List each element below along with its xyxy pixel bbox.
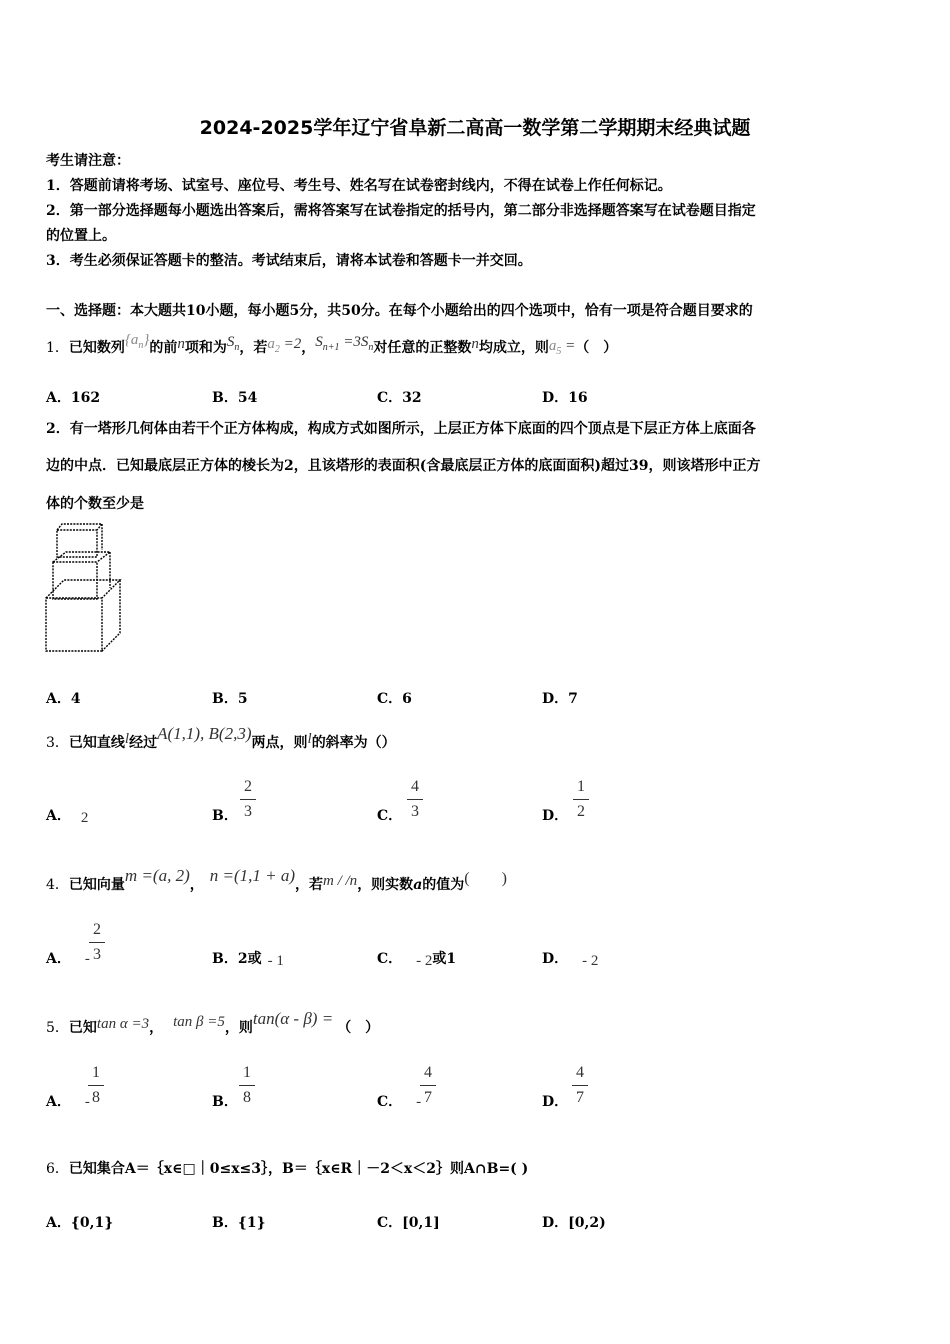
q5-option-a-label[interactable]: A． - (46, 1094, 90, 1110)
q3-option-d-label[interactable]: D． (542, 808, 569, 824)
q4-option-d[interactable]: D． - 2 (542, 951, 599, 969)
q5-option-b-label[interactable]: B． (212, 1094, 238, 1110)
q4-option-a-label[interactable]: A． - (46, 951, 90, 967)
question-3: 3．已知直线l经过A(1,1), B(2,3)两点，则l的斜率为（） (46, 724, 396, 751)
question-1: 1．已知数列$\{a_n\}$的前n项和为$S_n$，若$a_2 =2$，$S_{n+1} =3S_n$对任意的正整数n均成立，则$a_5$ =（ ） (46, 332, 618, 357)
q4-option-b[interactable]: B．2或 - 1 (212, 951, 284, 969)
q2-option-c[interactable]: C．6 (377, 691, 412, 707)
page-title: 2024-2025学年辽宁省阜新二高高一数学第二学期期末经典试题 (199, 117, 751, 139)
tower-cubes-figure (44, 520, 124, 655)
q3-option-a[interactable]: A． 2 (46, 808, 89, 826)
notice-item-3: 3．考生必须保证答题卡的整洁。考试结束后，请将本试卷和答题卡一并交回。 (46, 253, 532, 269)
q1-recurrence: $S_{n+1} =3S_n$ (315, 334, 374, 353)
q5-option-c-fraction: 4 7 (420, 1064, 436, 1107)
q5-tan-alpha: tan α =3 (96, 1016, 150, 1032)
notice-item-2-cont: 的位置上。 (46, 228, 116, 244)
q5-option-d-label[interactable]: D． (542, 1094, 569, 1110)
question-4: 4．已知向量m =(a, 2)， n =(1,1 + a)，若m / /n，则实数a的值为( ) (46, 866, 507, 893)
question-2-line-3: 体的个数至少是 (46, 496, 144, 512)
q1-option-d[interactable]: D．16 (542, 390, 588, 406)
q5-option-d-fraction: 4 7 (572, 1064, 588, 1107)
q2-option-a[interactable]: A．4 (46, 691, 81, 707)
q1-a2: $a_2 =2$ (267, 336, 302, 355)
question-2-line-2: 边的中点．已知最底层正方体的棱长为2，且该塔形的表面积(含最底层正方体的底面面积)超过39，则该塔形中正方 (46, 458, 761, 474)
q1-option-b[interactable]: B．54 (212, 390, 258, 406)
notice-item-1: 1．答题前请将考场、试室号、座位号、考生号、姓名写在试卷密封线内，不得在试卷上作任何标记。 (46, 178, 672, 194)
question-2-line-1: 2．有一塔形几何体由若干个正方体构成，构成方式如图所示，上层正方体下底面的四个顶点是下层正方体上底面各 (46, 421, 756, 437)
q3-option-d-fraction: 1 2 (573, 778, 589, 821)
q1-seq: $\{a_n\}$ (124, 332, 150, 351)
q1-sum: $S_n$ (226, 334, 240, 353)
q3-option-b-fraction: 2 3 (240, 778, 256, 821)
q4-vector-n: n =(1,1 + a) (209, 866, 296, 885)
q5-tan-beta: tan β =5 (173, 1014, 225, 1030)
q5-option-a-fraction: 1 8 (88, 1064, 104, 1107)
q3-points: A(1,1), B(2,3) (157, 724, 252, 743)
q6-option-c[interactable]: C．[0,1] (377, 1215, 440, 1231)
q2-option-d[interactable]: D．7 (542, 691, 578, 707)
q4-parallel: m / /n (323, 873, 358, 889)
q5-expression: tan(α - β) = (252, 1009, 334, 1028)
q1-option-a[interactable]: A．162 (46, 390, 101, 406)
question-6: 6．已知集合A＝｛x∈□｜0≤x≤3｝，B＝｛x∈R｜－2＜x＜2｝则A∩B=( ) (46, 1161, 529, 1177)
question-5: 5．已知tan α =3， tan β =5，则tan(α - β) = （ ） (46, 1009, 380, 1036)
q1-option-c[interactable]: C．32 (377, 390, 422, 406)
q2-option-b[interactable]: B．5 (212, 691, 248, 707)
q6-option-b[interactable]: B．{1} (212, 1215, 266, 1231)
q4-option-c[interactable]: C． - 2或1 (377, 951, 457, 969)
q1-a5: $a_5$ = (548, 338, 576, 357)
q5-option-c-label[interactable]: C． - (377, 1094, 422, 1110)
q6-option-a[interactable]: A．{0,1} (46, 1215, 114, 1231)
q3-option-b-label[interactable]: B． (212, 808, 238, 824)
q5-option-b-fraction: 1 8 (239, 1064, 255, 1107)
notice-heading: 考生请注意： (46, 153, 130, 169)
notice-item-2: 2．第一部分选择题每小题选出答案后，需将答案写在试卷指定的括号内，第二部分非选择题答案写在试卷题目指定 (46, 203, 756, 219)
section-heading: 一、选择题：本大题共10小题，每小题5分，共50分。在每个小题给出的四个选项中，恰有一项是符合题目要求的 (46, 303, 753, 319)
q4-vector-m: m =(a, 2) (124, 866, 190, 885)
q6-option-d[interactable]: D．[0,2) (542, 1215, 606, 1231)
q3-option-c-label[interactable]: C． (377, 808, 403, 824)
q3-option-c-fraction: 4 3 (407, 778, 423, 821)
q4-option-a-fraction: 2 3 (89, 921, 105, 964)
